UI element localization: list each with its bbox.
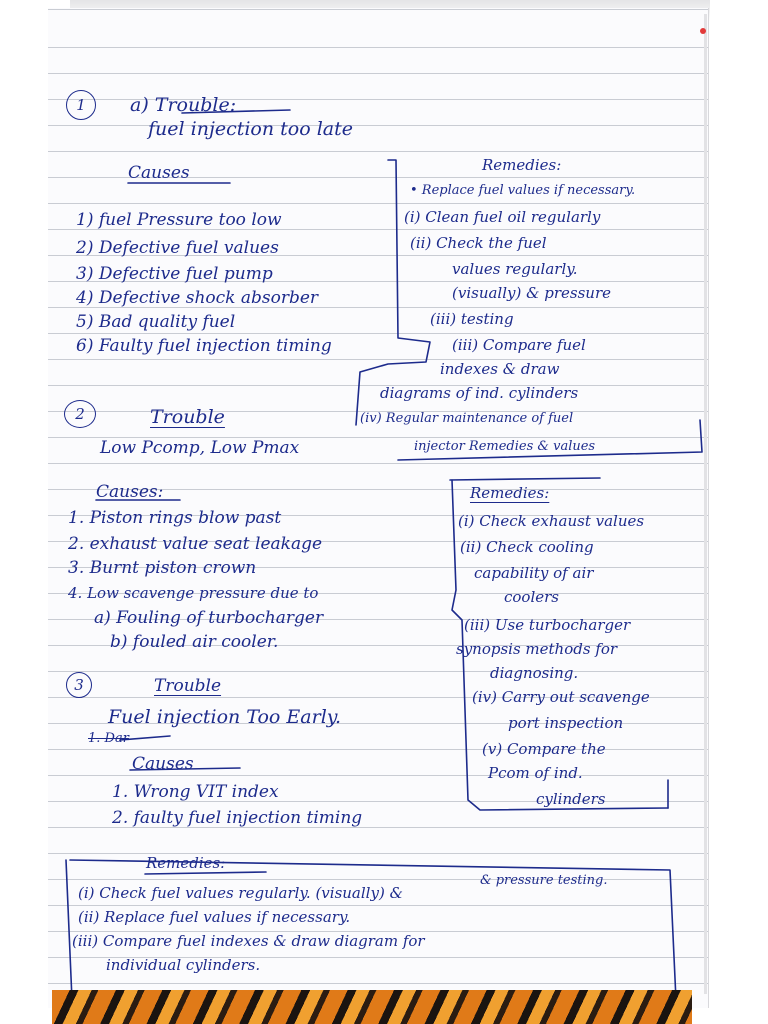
section2-number: 2: [64, 400, 96, 428]
section1-cause-5: 5) Bad quality fuel: [76, 312, 236, 332]
section1-trouble-text: fuel injection too late: [148, 118, 353, 140]
section2-trouble-label: Trouble: [150, 406, 225, 428]
section2-remedies-top: [450, 478, 600, 480]
section1-remedy-8: indexes & draw: [440, 360, 560, 378]
section1-number: 1: [66, 90, 96, 120]
section1-causes-title: Causes: [128, 163, 190, 183]
section1-remedy-4: values regularly.: [452, 260, 578, 278]
section1-remedy-11: injector Remedies & values: [414, 439, 596, 454]
section2-remedies-title: Remedies:: [470, 484, 550, 502]
section1-remedy-5: (visually) & pressure: [452, 284, 611, 302]
section2-remedy-11: Pcom of ind.: [488, 764, 583, 782]
section2-causes-title: Causes:: [96, 482, 164, 502]
section3-trouble-text: Fuel injection Too Early.: [108, 706, 342, 728]
section1-cause-3: 3) Defective fuel pump: [76, 264, 273, 284]
section1-cause-1: 1) fuel Pressure too low: [76, 210, 282, 230]
section2-remedy-8: (iv) Carry out scavenge: [472, 688, 650, 706]
section2-trouble-text: Low Pcomp, Low Pmax: [100, 438, 300, 458]
section2-cause-4: 4. Low scavenge pressure due to: [68, 584, 319, 602]
section2-cause-6: b) fouled air cooler.: [110, 632, 279, 652]
section3-remedy-3: (iii) Compare fuel indexes & draw diagram for: [72, 932, 425, 950]
section1-remedies-title: Remedies:: [482, 156, 562, 174]
section1-cause-4: 4) Defective shock absorber: [76, 288, 319, 308]
section2-remedy-1: (i) Check exhaust values: [458, 512, 645, 530]
remedies3-underline: [145, 872, 266, 874]
section2-remedy-9: port inspection: [508, 714, 624, 732]
section1-remedy-1: • Replace fuel values if necessary.: [410, 183, 636, 198]
section3-remedy-2: (ii) Replace fuel values if necessary.: [78, 908, 351, 926]
section2-remedy-3: capability of air: [474, 564, 594, 582]
section2-remedy-2: (ii) Check cooling: [460, 538, 594, 556]
section1-cause-2: 2) Defective fuel values: [76, 238, 279, 258]
section2-remedy-7: diagnosing.: [490, 664, 579, 682]
section1-remedy-3: (ii) Check the fuel: [410, 234, 547, 252]
section1-remedy-7: (iii) Compare fuel: [452, 336, 586, 354]
section2-remedy-12: cylinders: [536, 790, 606, 808]
section2-remedy-4: coolers: [504, 588, 560, 606]
section3-cause-2: 2. faulty fuel injection timing: [112, 808, 363, 828]
section3-causes-title: Causes: [132, 754, 194, 774]
section2-remedy-6: synopsis methods for: [456, 640, 618, 658]
section1-remedy-10: (iv) Regular maintenance of fuel: [360, 411, 574, 426]
section1-remedy-9: diagrams of ind. cylinders: [380, 384, 579, 402]
section3-remedy-1: (i) Check fuel values regularly. (visually) &: [78, 884, 403, 902]
section2-cause-5: a) Fouling of turbocharger: [94, 608, 324, 628]
section3-cause-1: 1. Wrong VIT index: [112, 782, 279, 802]
section3-trouble-label: Trouble: [154, 676, 222, 696]
section2-cause-1: 1. Piston rings blow past: [68, 508, 282, 528]
section1-trouble-label: a) Trouble:: [130, 94, 237, 116]
section2-cause-3: 3. Burnt piston crown: [68, 558, 257, 578]
section3-remedies-note: & pressure testing.: [480, 873, 608, 888]
section2-remedy-10: (v) Compare the: [482, 740, 606, 758]
section3-remedies-title: Remedies:: [146, 854, 226, 872]
section1-remedy-6: (iii) testing: [430, 310, 514, 328]
section3-number: 3: [66, 672, 92, 698]
section2-cause-2: 2. exhaust value seat leakage: [68, 534, 323, 554]
section3-remedy-4: individual cylinders.: [106, 956, 261, 974]
section2-remedy-5: (iii) Use turbocharger: [464, 616, 631, 634]
background-fabric: [52, 990, 692, 1024]
section1-cause-6: 6) Faulty fuel injection timing: [76, 336, 332, 356]
section3-struck-text: 1. Dar: [88, 731, 129, 746]
section1-remedy-2: (i) Clean fuel oil regularly: [404, 208, 601, 226]
